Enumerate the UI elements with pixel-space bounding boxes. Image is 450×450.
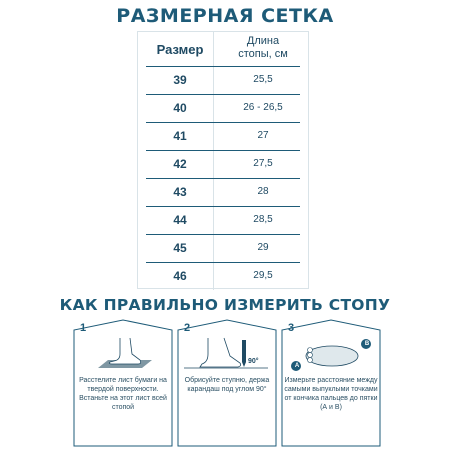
- foot-on-paper-icon: [80, 336, 166, 376]
- table-row: [138, 94, 308, 122]
- point-b-label: B: [364, 341, 370, 347]
- size-cell: 41: [173, 129, 187, 143]
- size-cell: 44: [173, 213, 187, 227]
- foot-measure-icon: [288, 336, 374, 376]
- step-number: 1: [80, 322, 87, 334]
- size-table: [137, 31, 309, 289]
- step-caption: Измерьте расстояние между самыми выпуклыми точками от кончика пальцев до пятки (А и В): [284, 377, 378, 411]
- length-cell: 26 - 26,5: [243, 102, 283, 113]
- size-cell: 42: [173, 157, 187, 171]
- length-cell: 27: [257, 130, 269, 141]
- table-row: [138, 234, 308, 262]
- size-cell: 45: [173, 241, 187, 255]
- header-size: Размер: [156, 42, 204, 57]
- table-row: [138, 66, 308, 94]
- table-row: [138, 206, 308, 234]
- table-header: [138, 32, 308, 66]
- table-row: [138, 262, 308, 290]
- section-subtitle: КАК ПРАВИЛЬНО ИЗМЕРИТЬ СТОПУ: [59, 296, 391, 314]
- header-length-line1: Длина: [246, 35, 280, 47]
- header-length-line2: стопы, см: [238, 48, 288, 60]
- angle-label: 90°: [248, 358, 259, 365]
- length-cell: 29,5: [253, 270, 273, 281]
- page-title: РАЗМЕРНАЯ СЕТКА: [116, 5, 334, 27]
- step-3-card: [280, 318, 382, 448]
- size-cell: 39: [173, 73, 187, 87]
- header-length: [222, 35, 304, 61]
- pencil-outline-icon: [184, 336, 270, 376]
- point-a-label: A: [294, 363, 300, 369]
- size-cell: 46: [173, 269, 187, 283]
- step-caption: Обрисуйте ступню, держа карандаш под углом 90°: [184, 377, 270, 393]
- table-row: [138, 178, 308, 206]
- length-cell: 25,5: [253, 74, 273, 85]
- length-cell: 28,5: [253, 214, 273, 225]
- length-cell: 29: [257, 242, 269, 253]
- step-number: 3: [288, 322, 295, 334]
- step-2-card: [176, 318, 278, 448]
- length-cell: 27,5: [253, 158, 273, 169]
- size-cell: 40: [173, 101, 187, 115]
- table-row: [138, 122, 308, 150]
- table-body: [138, 66, 308, 290]
- size-cell: 43: [173, 185, 187, 199]
- length-cell: 28: [257, 186, 269, 197]
- step-number: 2: [184, 322, 191, 334]
- step-caption: Расстелите лист бумаги на твердой поверхности. Встаньте на этот лист всей стопой: [79, 377, 167, 411]
- step-1-card: [72, 318, 174, 448]
- table-row: [138, 150, 308, 178]
